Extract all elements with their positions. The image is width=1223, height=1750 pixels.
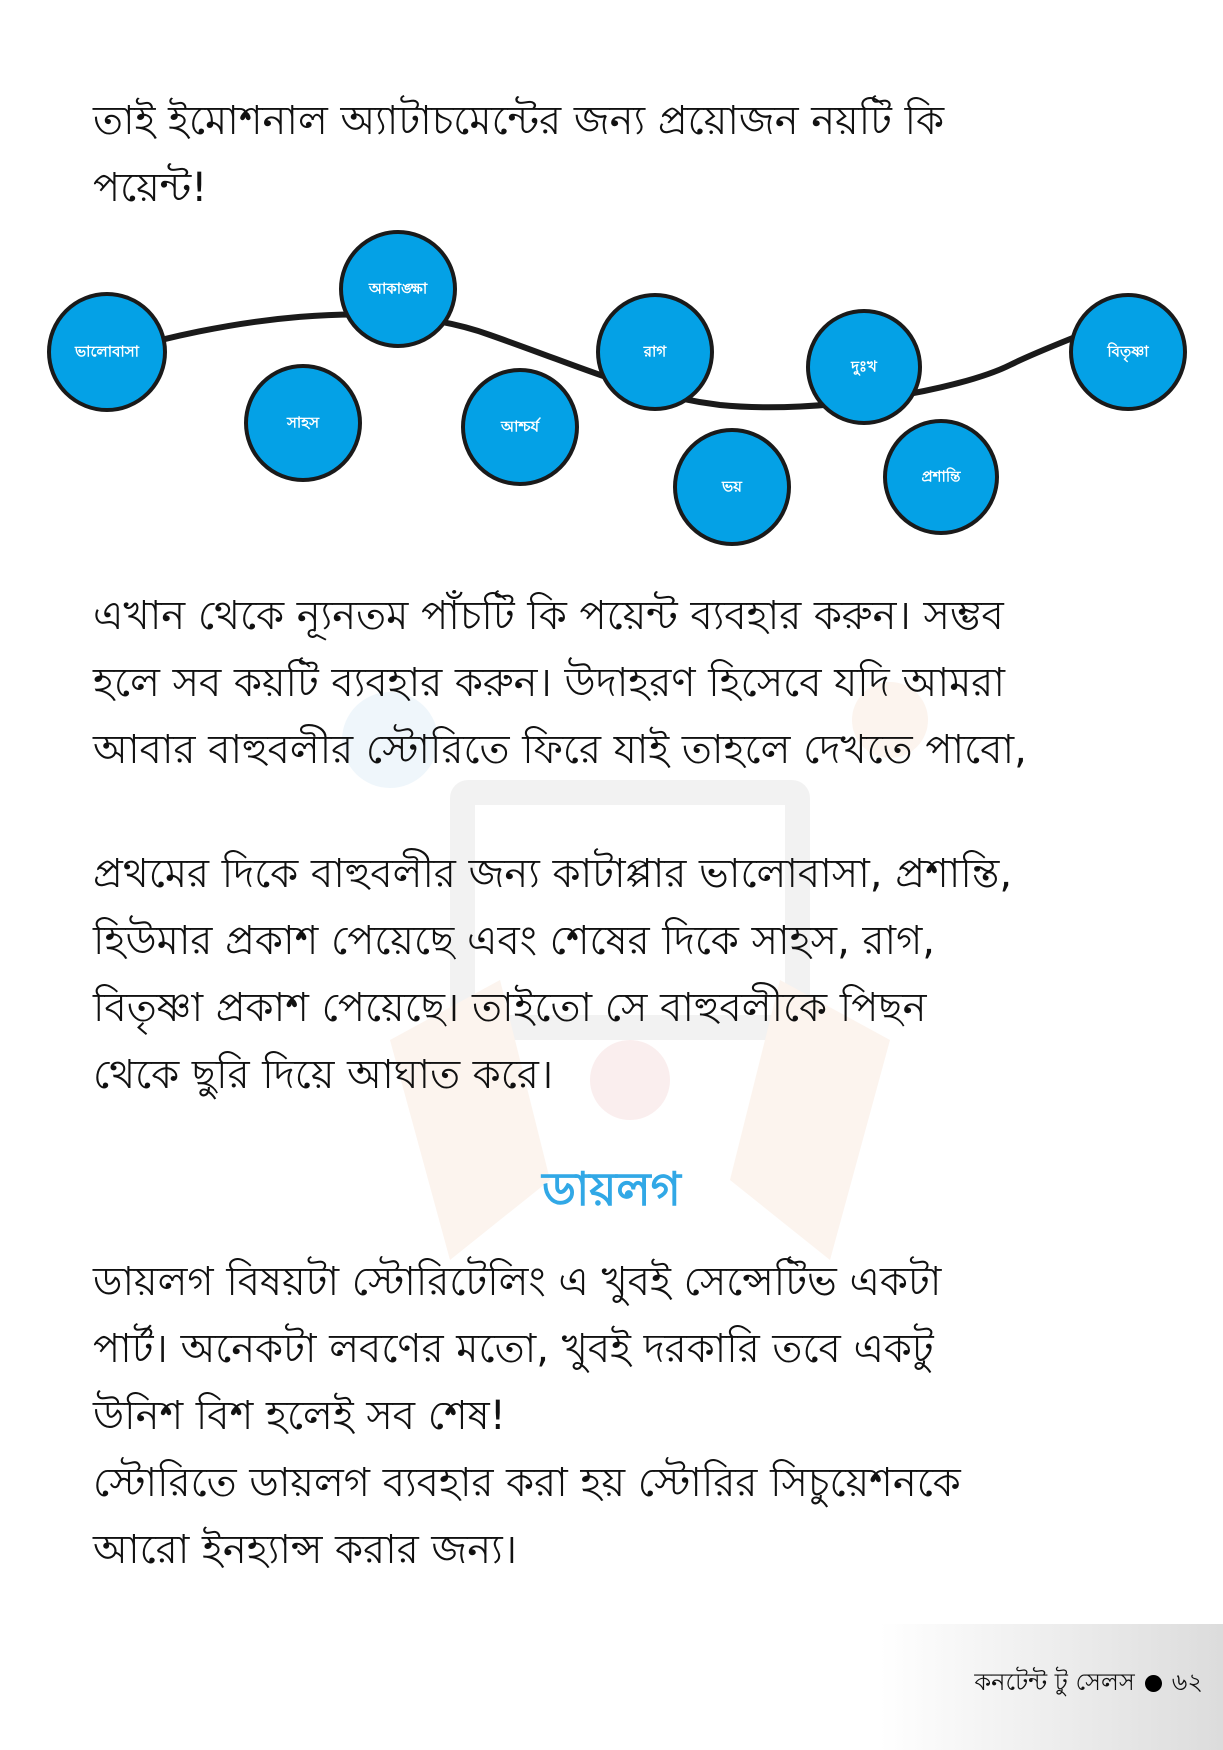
text-line: হলে সব কয়টি ব্যবহার করুন। উদাহরণ হিসেবে যদি আমরা [93, 660, 1005, 706]
page-number: ৬২ [1171, 1668, 1203, 1696]
page-footer [880, 1624, 1223, 1750]
node-love [49, 294, 165, 410]
node-label: ভয় [721, 477, 743, 496]
intro-text [93, 88, 1173, 222]
node-label: বিতৃষ্ণা [1107, 342, 1149, 361]
node-sorrow [808, 311, 920, 423]
node-wonder [463, 370, 577, 484]
node-serenity [885, 421, 997, 533]
keypoints-paragraph [93, 583, 1173, 784]
text-line: পার্ট। অনেকটা লবণের মতো, খুবই দরকারি তবে একটু [93, 1326, 934, 1372]
text-line: আরো ইনহ্যান্স করার জন্য। [93, 1527, 517, 1573]
node-label: প্রশান্তি [921, 467, 961, 486]
text-line: হিউমার প্রকাশ পেয়েছে এবং শেষের দিকে সাহস, রাগ, [93, 918, 936, 964]
text-line: এখান থেকে ন্যূনতম পাঁচটি কি পয়েন্ট ব্যবহার করুন। সম্ভব [93, 593, 1004, 639]
emotion-keypoints-diagram [0, 225, 1223, 555]
book-title: কনটেন্ট টু সেলস [974, 1668, 1135, 1696]
node-label: রাগ [643, 342, 667, 361]
node-anger [598, 295, 712, 409]
node-label: দুঃখ [851, 357, 877, 376]
node-label: সাহস [286, 413, 320, 432]
text-line: প্রথমের দিকে বাহুবলীর জন্য কাটাপ্পার ভালোবাসা, প্রশান্তি, [93, 851, 1013, 897]
text-line: উনিশ বিশ হলেই সব শেষ! [93, 1393, 506, 1439]
footer-content [974, 1664, 1203, 1704]
bullet-dot-icon [1145, 1675, 1162, 1692]
node-disgust [1071, 295, 1185, 409]
text-line: থেকে ছুরি দিয়ে আঘাত করে। [93, 1052, 554, 1098]
node-courage [246, 366, 360, 480]
text-line: ডায়লগ বিষয়টা স্টোরিটেলিং এ খুবই সেন্সেটিভ একটা [93, 1259, 942, 1305]
node-fear [675, 430, 789, 544]
node-label: ভালোবাসা [74, 342, 140, 361]
dialogue-paragraph [93, 1249, 1173, 1584]
text-line: তাই ইমোশনাল অ্যাটাচমেন্টের জন্য প্রয়োজন নয়টি কি [93, 98, 945, 144]
text-line: আবার বাহুবলীর স্টোরিতে ফিরে যাই তাহলে দেখতে পাবো, [93, 727, 1027, 773]
node-label: আশ্চর্য [500, 417, 540, 436]
node-label: আকাঙ্ক্ষা [368, 279, 428, 298]
bahubali-paragraph [93, 841, 1173, 1109]
text-line: পয়েন্ট! [93, 165, 208, 211]
text-line: স্টোরিতে ডায়লগ ব্যবহার করা হয় স্টোরির সিচুয়েশনকে [93, 1460, 961, 1506]
node-desire [341, 232, 455, 346]
section-heading-dialogue: ডায়লগ [542, 1162, 681, 1216]
text-line: বিতৃষ্ণা প্রকাশ পেয়েছে। তাইতো সে বাহুবলীকে পিছন [93, 985, 927, 1031]
